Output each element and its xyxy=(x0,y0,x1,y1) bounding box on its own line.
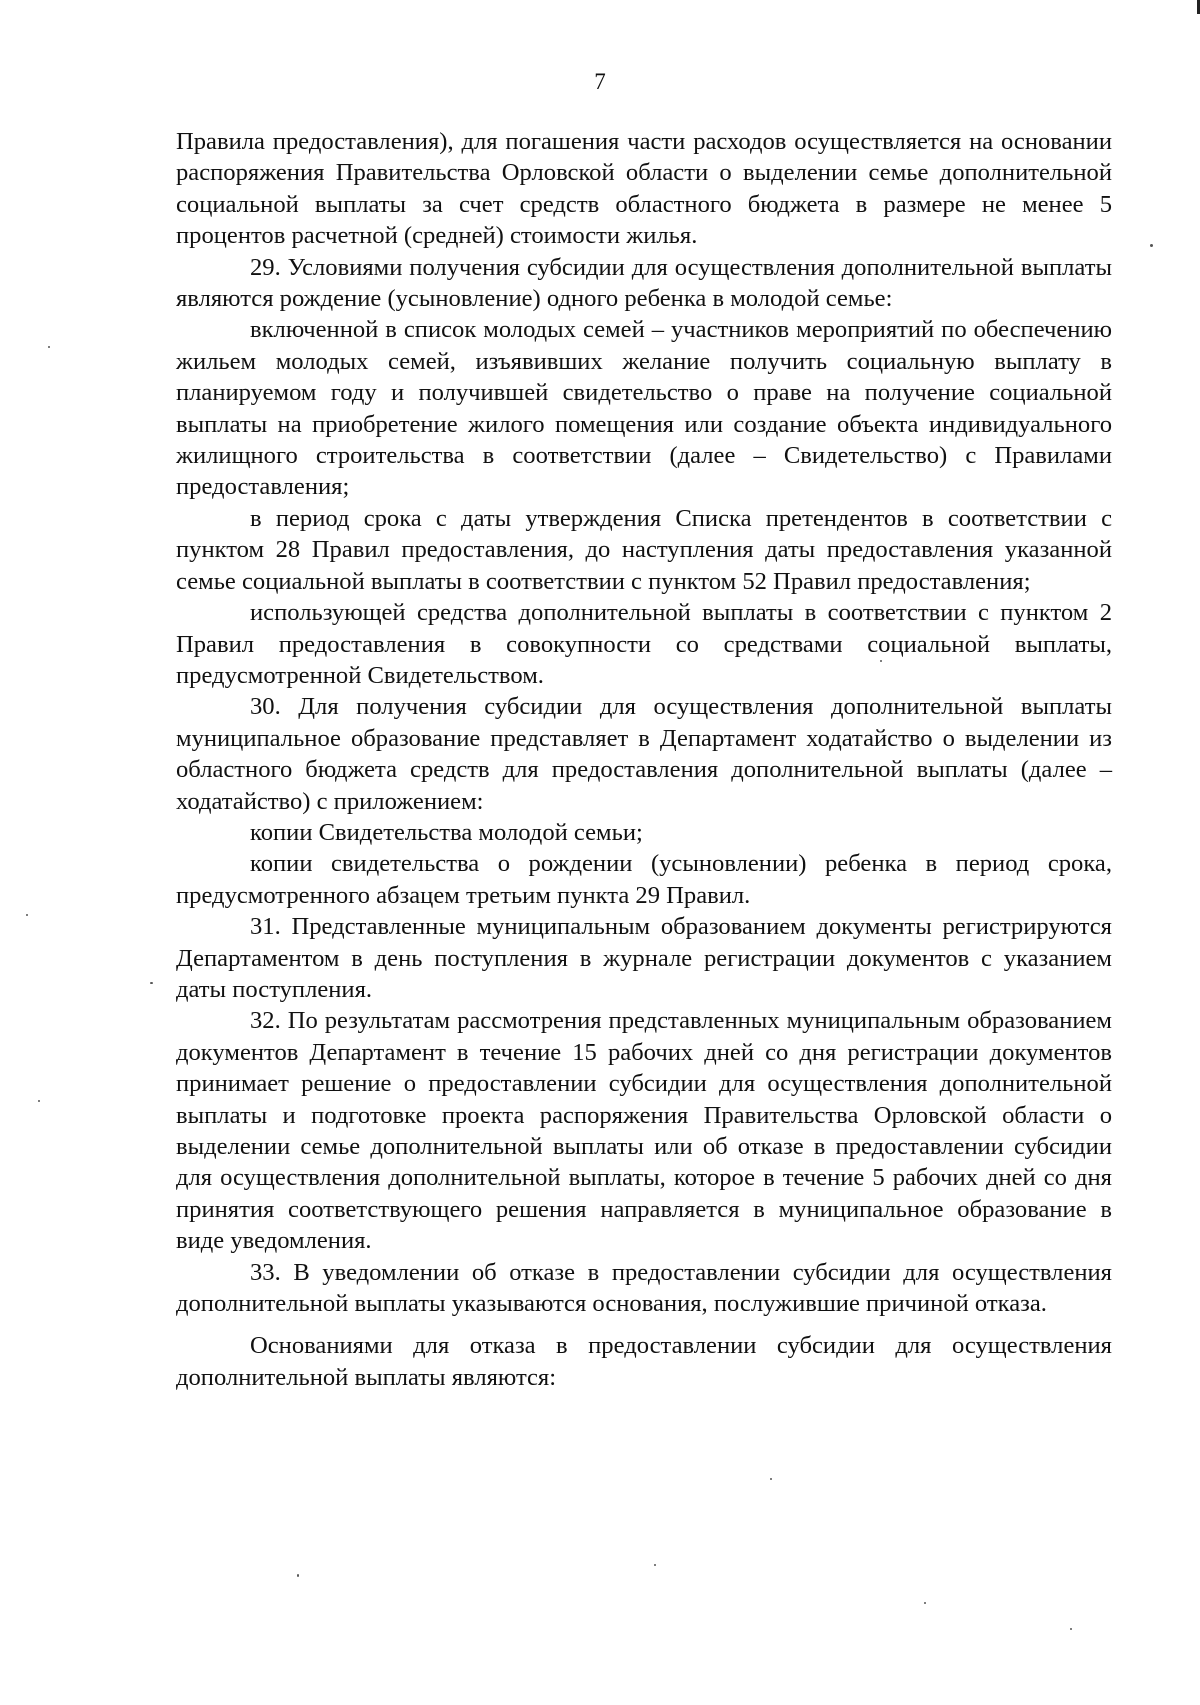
scan-speck xyxy=(770,1478,772,1480)
scan-speck xyxy=(38,1100,40,1102)
paragraph-continuation: Правила предоставления), для погашения части расходов осуществляется на основании распоряжения Правительства Орловской области о выделении семье дополнительной социальной выплаты за счет средств областного бюджета в размере не менее 5 процентов расчетной (средней) стоимости жилья. xyxy=(176,128,1112,250)
paragraph-condition-included: включенной в список молодых семей – участников мероприятий по обеспечению жильем молодых семей, изъявивших желание получить социальную выплату в планируемом году и получившей свидетельство о праве на получение социальной выплаты на приобретение жилого помещения или создание объекта индивидуального жилищного строительства в соответствии (далее – Свидетельство) с Правилами предоставления; xyxy=(176,316,1112,501)
scan-speck xyxy=(1150,244,1153,247)
scan-speck xyxy=(654,1564,656,1566)
page-number: 7 xyxy=(594,69,606,94)
scan-speck xyxy=(297,1574,299,1577)
paragraph-clause-33: 33. В уведомлении об отказе в предоставлении субсидии для осуществления дополнительной выплаты указываются основания, послужившие причиной отказа. xyxy=(176,1258,1112,1318)
document-body xyxy=(176,126,1112,1393)
paragraph-attachment-birth: копии свидетельства о рождении (усыновлении) ребенка в период срока, предусмотренного абзацем третьим пункта 29 Правил. xyxy=(176,850,1112,909)
paragraph-clause-32: 32. По результатам рассмотрения представленных муниципальным образованием документов Департамент в течение 15 рабочих дней со дня регистрации документов принимает решение о предоставлении субсидии для осуществления дополнительной выплаты и подготовке проекта распоряжения Правительства Орловской области о выделении семье дополнительной выплаты или об отказе в предоставлении субсидии для осуществления дополнительной выплаты, которое в течение 5 рабочих дней со дня принятия соответствующего решения направляется в муниципальное образование в виде уведомления. xyxy=(176,1007,1112,1255)
paragraph-refusal-grounds: Основаниями для отказа в предоставлении субсидии для осуществления дополнительной выплаты являются: xyxy=(176,1332,1112,1391)
scan-speck xyxy=(26,914,28,916)
scan-speck xyxy=(924,1602,926,1604)
paragraph-attachment-certificate: копии Свидетельства молодой семьи; xyxy=(250,818,643,846)
paragraph-condition-period: в период срока с даты утверждения Списка претендентов в соответствии с пунктом 28 Правил предоставления, до наступления даты предоставления указанной семье социальной выплаты в соответствии с пунктом 52 Правил предоставления; xyxy=(176,504,1112,595)
paragraph-condition-using: использующей средства дополнительной выплаты в соответствии с пунктом 2 Правил предоставления в совокупности со средствами социальной выплаты, предусмотренной Свидетельством. xyxy=(176,599,1112,689)
scan-speck xyxy=(150,982,153,984)
scan-speck xyxy=(48,346,50,348)
scan-speck xyxy=(880,660,882,662)
paragraph-clause-30: 30. Для получения субсидии для осуществления дополнительной выплаты муниципальное образование представляет в Департамент ходатайство о выделении из областного бюджета средств для предоставления дополнительной выплаты (далее – ходатайство) с приложением: xyxy=(176,693,1112,815)
paragraph-clause-29: 29. Условиями получения субсидии для осуществления дополнительной выплаты являются рождение (усыновление) одного ребенка в молодой семье: xyxy=(176,253,1112,313)
scan-speck xyxy=(1070,1628,1072,1630)
paragraph-clause-31: 31. Представленные муниципальным образованием документы регистрируются Департаментом в день поступления в журнале регистрации документов с указанием даты поступления. xyxy=(176,913,1112,1003)
